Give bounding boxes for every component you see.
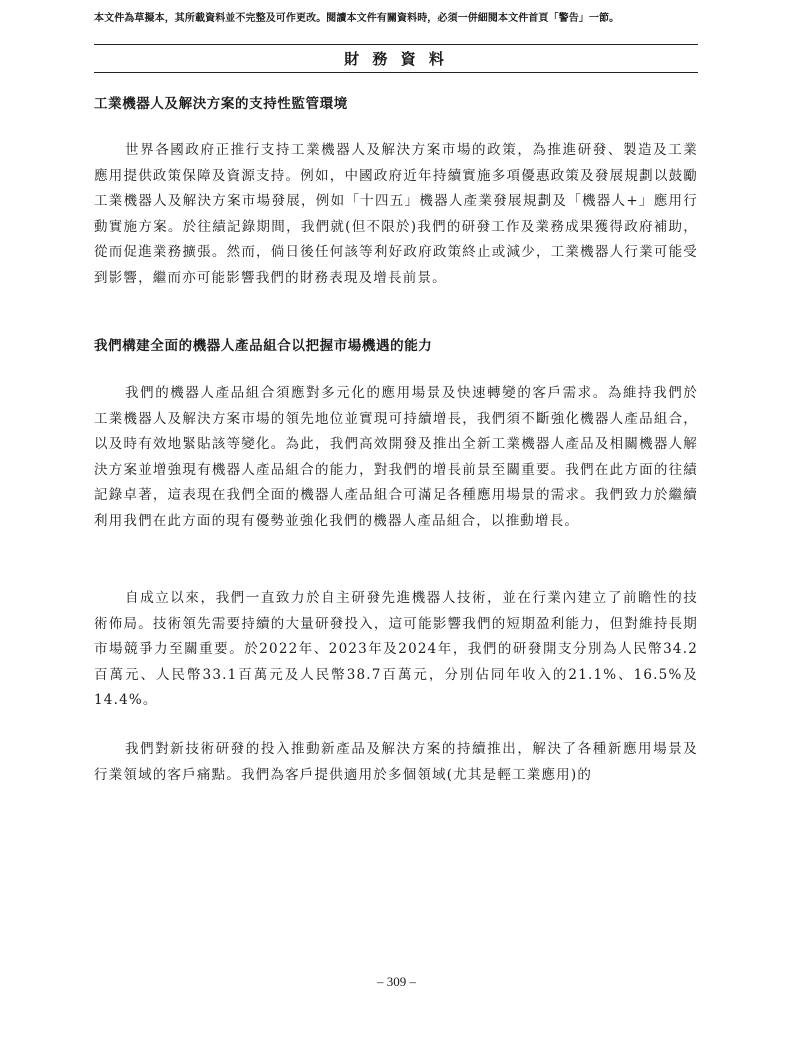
heading-regulatory-environment: 工業機器人及解決方案的支持性監管環境 [94,96,348,112]
draft-disclaimer: 本文件為草擬本，其所載資料並不完整及可作更改。閱讀本文件有關資料時，必須一併細閱本文件首頁「警告」一節。 [94,13,620,24]
page-number: – 309 – [377,974,416,989]
paragraph-regulatory-environment: 世界各國政府正推行支持工業機器人及解決方案市場的政策，為推進研發、製造及工業應用提供政策保障及資源支持。例如，中國政府近年持續實施多項優惠政策及發展規劃以鼓勵工業機器人及解決方案市場發展，例如「十四五」機器人產業發展規劃及「機器人+」應用行動實施方案。於往績記錄期間，我們就(但不限於)我們的研發工作及業務成果獲得政府補助，從而促進業務擴張。然而，倘日後任何該等利好政府政策終止或減少，工業機器人行業可能受到影響，繼而亦可能影響我們的財務表現及增長前景。 [94,142,698,286]
paragraph-rd-investment: 自成立以來，我們一直致力於自主研發先進機器人技術，並在行業內建立了前瞻性的技術佈局。技術領先需要持續的大量研發投入，這可能影響我們的短期盈利能力，但對維持長期市場競爭力至關重要。於2022年、2023年及2024年，我們的研發開支分別為人民幣34.2百萬元、人民幣33.1百萬元及人民幣38.7百萬元，分別佔同年收入的21.1%、16.5%及14.4%。 [94,590,698,708]
heading-product-portfolio: 我們構建全面的機器人產品組合以把握市場機遇的能力 [94,338,433,354]
paragraph-new-technology: 我們對新技術研發的投入推動新產品及解決方案的持續推出，解決了各種新應用場景及行業領域的客戶痛點。我們為客戶提供適用於多個領域(尤其是輕工業應用)的 [94,741,698,783]
section-title: 財 務 資 料 [344,50,448,68]
header-rule-top [94,44,698,45]
paragraph-product-portfolio: 我們的機器人產品組合須應對多元化的應用場景及快速轉變的客戶需求。為維持我們於工業機器人及解決方案市場的領先地位並實現可持續增長，我們須不斷強化機器人產品組合，以及時有效地緊貼該等變化。為此，我們高效開發及推出全新工業機器人產品及相關機器人解決方案並增強現有機器人產品組合的能力，對我們的增長前景至關重要。我們在此方面的往績記錄卓著，這表現在我們全面的機器人產品組合可滿足各種應用場景的需求。我們致力於繼續利用我們在此方面的現有優勢並強化我們的機器人產品組合，以推動增長。 [94,385,698,529]
header-rule-bottom [94,72,698,73]
